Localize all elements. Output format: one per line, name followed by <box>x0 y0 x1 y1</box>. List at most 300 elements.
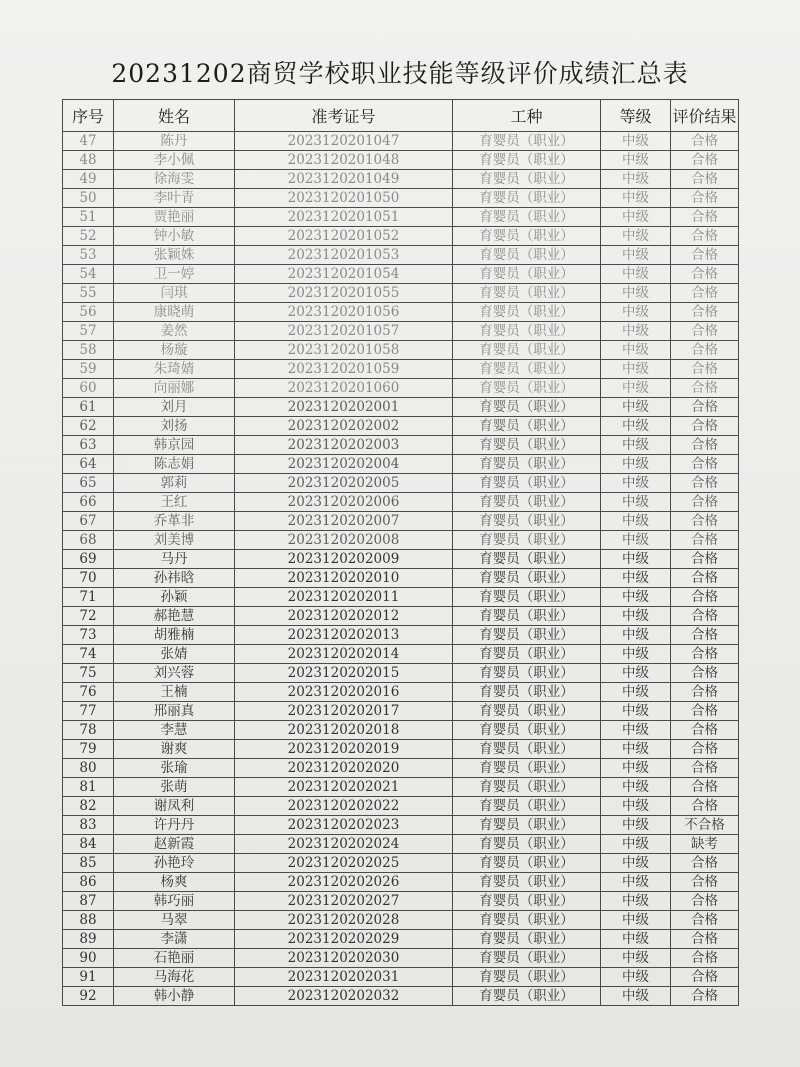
cell-exam-id: 2023120202011 <box>235 588 453 607</box>
cell-occupation: 育婴员（职业） <box>453 683 601 702</box>
cell-exam-id: 2023120202017 <box>235 702 453 721</box>
cell-index: 78 <box>63 721 114 740</box>
cell-result: 合格 <box>671 588 739 607</box>
cell-occupation: 育婴员（职业） <box>453 398 601 417</box>
cell-exam-id: 2023120202002 <box>235 417 453 436</box>
cell-index: 59 <box>63 360 114 379</box>
cell-result: 合格 <box>671 949 739 968</box>
table-row <box>63 474 739 493</box>
table-row <box>63 284 739 303</box>
cell-index: 62 <box>63 417 114 436</box>
table-row <box>63 189 739 208</box>
cell-result: 合格 <box>671 892 739 911</box>
table-row <box>63 322 739 341</box>
cell-level: 中级 <box>601 170 671 189</box>
table-row <box>63 455 739 474</box>
table-row <box>63 854 739 873</box>
cell-level: 中级 <box>601 911 671 930</box>
cell-exam-id: 2023120201059 <box>235 360 453 379</box>
cell-result: 合格 <box>671 569 739 588</box>
cell-level: 中级 <box>601 322 671 341</box>
cell-exam-id: 2023120202021 <box>235 778 453 797</box>
cell-name: 李潇 <box>114 930 235 949</box>
cell-exam-id: 2023120202027 <box>235 892 453 911</box>
cell-name: 杨璇 <box>114 341 235 360</box>
cell-exam-id: 2023120202003 <box>235 436 453 455</box>
table-header-row <box>63 100 739 132</box>
table-row <box>63 246 739 265</box>
table-row <box>63 512 739 531</box>
cell-level: 中级 <box>601 664 671 683</box>
cell-level: 中级 <box>601 569 671 588</box>
cell-name: 贾艳丽 <box>114 208 235 227</box>
cell-index: 50 <box>63 189 114 208</box>
cell-exam-id: 2023120202014 <box>235 645 453 664</box>
cell-result: 合格 <box>671 474 739 493</box>
table-row <box>63 170 739 189</box>
cell-name: 张瑜 <box>114 759 235 778</box>
table-row <box>63 930 739 949</box>
cell-level: 中级 <box>601 132 671 151</box>
cell-index: 73 <box>63 626 114 645</box>
column-header-occupation: 工种 <box>453 100 601 132</box>
cell-name: 李小佩 <box>114 151 235 170</box>
cell-exam-id: 2023120202024 <box>235 835 453 854</box>
cell-result: 合格 <box>671 303 739 322</box>
cell-index: 54 <box>63 265 114 284</box>
cell-occupation: 育婴员（职业） <box>453 455 601 474</box>
table-row <box>63 417 739 436</box>
cell-index: 88 <box>63 911 114 930</box>
cell-index: 67 <box>63 512 114 531</box>
cell-level: 中级 <box>601 645 671 664</box>
cell-result: 合格 <box>671 284 739 303</box>
cell-result: 合格 <box>671 721 739 740</box>
cell-result: 合格 <box>671 702 739 721</box>
cell-index: 84 <box>63 835 114 854</box>
cell-occupation: 育婴员（职业） <box>453 721 601 740</box>
cell-result: 合格 <box>671 740 739 759</box>
cell-exam-id: 2023120202026 <box>235 873 453 892</box>
cell-exam-id: 2023120202025 <box>235 854 453 873</box>
cell-name: 张婧 <box>114 645 235 664</box>
cell-name: 刘美博 <box>114 531 235 550</box>
table-row <box>63 664 739 683</box>
cell-occupation: 育婴员（职业） <box>453 873 601 892</box>
cell-occupation: 育婴员（职业） <box>453 151 601 170</box>
cell-index: 64 <box>63 455 114 474</box>
cell-result: 合格 <box>671 645 739 664</box>
cell-index: 83 <box>63 816 114 835</box>
table-row <box>63 569 739 588</box>
cell-exam-id: 2023120201048 <box>235 151 453 170</box>
cell-level: 中级 <box>601 227 671 246</box>
table-row <box>63 892 739 911</box>
cell-name: 姜然 <box>114 322 235 341</box>
cell-occupation: 育婴员（职业） <box>453 379 601 398</box>
cell-name: 马翠 <box>114 911 235 930</box>
cell-index: 91 <box>63 968 114 987</box>
cell-name: 陈志娟 <box>114 455 235 474</box>
cell-exam-id: 2023120201056 <box>235 303 453 322</box>
cell-index: 89 <box>63 930 114 949</box>
column-header-exam-id: 准考证号 <box>235 100 453 132</box>
cell-level: 中级 <box>601 721 671 740</box>
cell-name: 杨爽 <box>114 873 235 892</box>
cell-result: 合格 <box>671 265 739 284</box>
cell-occupation: 育婴员（职业） <box>453 512 601 531</box>
cell-name: 康晓萌 <box>114 303 235 322</box>
table-row <box>63 398 739 417</box>
table-row <box>63 759 739 778</box>
cell-occupation: 育婴员（职业） <box>453 664 601 683</box>
table-row <box>63 588 739 607</box>
cell-result: 合格 <box>671 626 739 645</box>
cell-exam-id: 2023120201047 <box>235 132 453 151</box>
cell-occupation: 育婴员（职业） <box>453 303 601 322</box>
cell-result: 合格 <box>671 436 739 455</box>
cell-exam-id: 2023120202001 <box>235 398 453 417</box>
cell-name: 乔革非 <box>114 512 235 531</box>
table-row <box>63 132 739 151</box>
cell-occupation: 育婴员（职业） <box>453 189 601 208</box>
cell-occupation: 育婴员（职业） <box>453 474 601 493</box>
cell-level: 中级 <box>601 873 671 892</box>
cell-name: 胡雅楠 <box>114 626 235 645</box>
table-row <box>63 797 739 816</box>
table-row <box>63 493 739 512</box>
cell-occupation: 育婴员（职业） <box>453 588 601 607</box>
cell-exam-id: 2023120201053 <box>235 246 453 265</box>
column-header-result: 评价结果 <box>671 100 739 132</box>
cell-name: 刘扬 <box>114 417 235 436</box>
cell-level: 中级 <box>601 284 671 303</box>
cell-index: 65 <box>63 474 114 493</box>
cell-occupation: 育婴员（职业） <box>453 132 601 151</box>
cell-index: 52 <box>63 227 114 246</box>
cell-level: 中级 <box>601 740 671 759</box>
table-row <box>63 968 739 987</box>
cell-name: 闫琪 <box>114 284 235 303</box>
table-row <box>63 303 739 322</box>
cell-exam-id: 2023120201054 <box>235 265 453 284</box>
cell-index: 79 <box>63 740 114 759</box>
cell-level: 中级 <box>601 550 671 569</box>
cell-name: 朱琦婧 <box>114 360 235 379</box>
cell-index: 90 <box>63 949 114 968</box>
cell-level: 中级 <box>601 265 671 284</box>
cell-index: 63 <box>63 436 114 455</box>
cell-result: 合格 <box>671 455 739 474</box>
score-summary-table <box>62 99 739 1006</box>
cell-result: 合格 <box>671 189 739 208</box>
cell-occupation: 育婴员（职业） <box>453 246 601 265</box>
cell-result: 合格 <box>671 208 739 227</box>
cell-exam-id: 2023120202019 <box>235 740 453 759</box>
cell-result: 合格 <box>671 360 739 379</box>
table-body <box>63 132 739 1006</box>
cell-result: 合格 <box>671 417 739 436</box>
cell-occupation: 育婴员（职业） <box>453 360 601 379</box>
cell-level: 中级 <box>601 816 671 835</box>
cell-level: 中级 <box>601 607 671 626</box>
cell-level: 中级 <box>601 930 671 949</box>
cell-name: 孙祎晗 <box>114 569 235 588</box>
cell-index: 68 <box>63 531 114 550</box>
column-header-name: 姓名 <box>114 100 235 132</box>
table-row <box>63 702 739 721</box>
cell-occupation: 育婴员（职业） <box>453 892 601 911</box>
cell-index: 70 <box>63 569 114 588</box>
cell-occupation: 育婴员（职业） <box>453 835 601 854</box>
cell-index: 80 <box>63 759 114 778</box>
cell-result: 合格 <box>671 987 739 1006</box>
cell-name: 陈丹 <box>114 132 235 151</box>
cell-result: 合格 <box>671 968 739 987</box>
cell-level: 中级 <box>601 208 671 227</box>
cell-result: 合格 <box>671 683 739 702</box>
cell-exam-id: 2023120201055 <box>235 284 453 303</box>
cell-index: 58 <box>63 341 114 360</box>
cell-occupation: 育婴员（职业） <box>453 607 601 626</box>
cell-index: 60 <box>63 379 114 398</box>
cell-exam-id: 2023120202029 <box>235 930 453 949</box>
table-row <box>63 911 739 930</box>
cell-name: 马丹 <box>114 550 235 569</box>
cell-exam-id: 2023120202007 <box>235 512 453 531</box>
cell-level: 中级 <box>601 436 671 455</box>
table-row <box>63 607 739 626</box>
cell-result: 缺考 <box>671 835 739 854</box>
cell-name: 谢爽 <box>114 740 235 759</box>
cell-result: 合格 <box>671 170 739 189</box>
table-row <box>63 683 739 702</box>
cell-exam-id: 2023120202028 <box>235 911 453 930</box>
cell-occupation: 育婴员（职业） <box>453 854 601 873</box>
cell-level: 中级 <box>601 968 671 987</box>
cell-occupation: 育婴员（职业） <box>453 322 601 341</box>
cell-index: 48 <box>63 151 114 170</box>
cell-occupation: 育婴员（职业） <box>453 265 601 284</box>
table-row <box>63 626 739 645</box>
table-row <box>63 360 739 379</box>
cell-level: 中级 <box>601 702 671 721</box>
cell-exam-id: 2023120202016 <box>235 683 453 702</box>
cell-result: 合格 <box>671 341 739 360</box>
cell-index: 82 <box>63 797 114 816</box>
cell-exam-id: 2023120202009 <box>235 550 453 569</box>
cell-level: 中级 <box>601 797 671 816</box>
cell-exam-id: 2023120201060 <box>235 379 453 398</box>
cell-level: 中级 <box>601 987 671 1006</box>
cell-result: 合格 <box>671 322 739 341</box>
cell-occupation: 育婴员（职业） <box>453 740 601 759</box>
cell-result: 合格 <box>671 664 739 683</box>
cell-index: 49 <box>63 170 114 189</box>
cell-level: 中级 <box>601 398 671 417</box>
cell-result: 合格 <box>671 531 739 550</box>
cell-occupation: 育婴员（职业） <box>453 170 601 189</box>
cell-index: 66 <box>63 493 114 512</box>
table-row <box>63 208 739 227</box>
cell-name: 韩小静 <box>114 987 235 1006</box>
cell-occupation: 育婴员（职业） <box>453 284 601 303</box>
table-row <box>63 550 739 569</box>
table-row <box>63 873 739 892</box>
cell-index: 77 <box>63 702 114 721</box>
cell-exam-id: 2023120202023 <box>235 816 453 835</box>
cell-index: 71 <box>63 588 114 607</box>
cell-result: 合格 <box>671 930 739 949</box>
cell-result: 合格 <box>671 854 739 873</box>
cell-name: 孙艳玲 <box>114 854 235 873</box>
cell-index: 56 <box>63 303 114 322</box>
cell-name: 郝艳慧 <box>114 607 235 626</box>
cell-level: 中级 <box>601 683 671 702</box>
cell-exam-id: 2023120201057 <box>235 322 453 341</box>
cell-exam-id: 2023120202013 <box>235 626 453 645</box>
cell-result: 合格 <box>671 398 739 417</box>
cell-exam-id: 2023120202008 <box>235 531 453 550</box>
cell-occupation: 育婴员（职业） <box>453 569 601 588</box>
cell-result: 合格 <box>671 778 739 797</box>
cell-occupation: 育婴员（职业） <box>453 208 601 227</box>
cell-index: 55 <box>63 284 114 303</box>
cell-exam-id: 2023120201050 <box>235 189 453 208</box>
cell-index: 86 <box>63 873 114 892</box>
cell-occupation: 育婴员（职业） <box>453 968 601 987</box>
table-row <box>63 151 739 170</box>
table-row <box>63 949 739 968</box>
cell-name: 赵新霞 <box>114 835 235 854</box>
cell-occupation: 育婴员（职业） <box>453 759 601 778</box>
cell-index: 81 <box>63 778 114 797</box>
cell-occupation: 育婴员（职业） <box>453 550 601 569</box>
cell-name: 钟小敏 <box>114 227 235 246</box>
cell-index: 69 <box>63 550 114 569</box>
cell-name: 石艳丽 <box>114 949 235 968</box>
cell-result: 合格 <box>671 911 739 930</box>
cell-result: 合格 <box>671 512 739 531</box>
table-row <box>63 721 739 740</box>
cell-result: 合格 <box>671 227 739 246</box>
cell-level: 中级 <box>601 417 671 436</box>
cell-index: 92 <box>63 987 114 1006</box>
cell-index: 76 <box>63 683 114 702</box>
cell-level: 中级 <box>601 379 671 398</box>
cell-name: 马海花 <box>114 968 235 987</box>
table-row <box>63 740 739 759</box>
cell-result: 合格 <box>671 873 739 892</box>
cell-name: 刘月 <box>114 398 235 417</box>
cell-index: 61 <box>63 398 114 417</box>
cell-index: 72 <box>63 607 114 626</box>
cell-result: 合格 <box>671 550 739 569</box>
cell-level: 中级 <box>601 189 671 208</box>
cell-level: 中级 <box>601 778 671 797</box>
cell-index: 87 <box>63 892 114 911</box>
cell-result: 合格 <box>671 607 739 626</box>
cell-level: 中级 <box>601 512 671 531</box>
cell-exam-id: 2023120202012 <box>235 607 453 626</box>
cell-result: 合格 <box>671 132 739 151</box>
cell-index: 57 <box>63 322 114 341</box>
table-row <box>63 816 739 835</box>
table-row <box>63 379 739 398</box>
cell-exam-id: 2023120202015 <box>235 664 453 683</box>
cell-occupation: 育婴员（职业） <box>453 645 601 664</box>
cell-occupation: 育婴员（职业） <box>453 227 601 246</box>
cell-level: 中级 <box>601 854 671 873</box>
cell-name: 李叶青 <box>114 189 235 208</box>
table-row <box>63 778 739 797</box>
page-title: 20231202商贸学校职业技能等级评价成绩汇总表 <box>111 59 689 88</box>
cell-level: 中级 <box>601 493 671 512</box>
cell-level: 中级 <box>601 626 671 645</box>
cell-name: 李慧 <box>114 721 235 740</box>
cell-index: 75 <box>63 664 114 683</box>
cell-occupation: 育婴员（职业） <box>453 341 601 360</box>
cell-result: 合格 <box>671 759 739 778</box>
cell-exam-id: 2023120202032 <box>235 987 453 1006</box>
table-row <box>63 341 739 360</box>
cell-occupation: 育婴员（职业） <box>453 930 601 949</box>
cell-level: 中级 <box>601 303 671 322</box>
cell-exam-id: 2023120202030 <box>235 949 453 968</box>
cell-index: 85 <box>63 854 114 873</box>
table-row <box>63 227 739 246</box>
cell-name: 向丽娜 <box>114 379 235 398</box>
cell-name: 张颖姝 <box>114 246 235 265</box>
cell-index: 74 <box>63 645 114 664</box>
cell-exam-id: 2023120201052 <box>235 227 453 246</box>
table-row <box>63 436 739 455</box>
table-row <box>63 265 739 284</box>
cell-name: 孙颖 <box>114 588 235 607</box>
cell-level: 中级 <box>601 246 671 265</box>
cell-exam-id: 2023120201049 <box>235 170 453 189</box>
table-row <box>63 531 739 550</box>
cell-level: 中级 <box>601 949 671 968</box>
cell-name: 谢凤利 <box>114 797 235 816</box>
cell-name: 卫一婷 <box>114 265 235 284</box>
cell-name: 郭莉 <box>114 474 235 493</box>
cell-occupation: 育婴员（职业） <box>453 702 601 721</box>
cell-exam-id: 2023120202031 <box>235 968 453 987</box>
cell-name: 韩京园 <box>114 436 235 455</box>
cell-name: 王楠 <box>114 683 235 702</box>
cell-name: 徐海雯 <box>114 170 235 189</box>
cell-name: 韩巧丽 <box>114 892 235 911</box>
cell-name: 王红 <box>114 493 235 512</box>
cell-level: 中级 <box>601 835 671 854</box>
cell-name: 邢丽真 <box>114 702 235 721</box>
cell-occupation: 育婴员（职业） <box>453 626 601 645</box>
cell-exam-id: 2023120202004 <box>235 455 453 474</box>
cell-occupation: 育婴员（职业） <box>453 911 601 930</box>
cell-occupation: 育婴员（职业） <box>453 949 601 968</box>
cell-occupation: 育婴员（职业） <box>453 436 601 455</box>
cell-name: 张萌 <box>114 778 235 797</box>
cell-result: 合格 <box>671 246 739 265</box>
cell-exam-id: 2023120202006 <box>235 493 453 512</box>
cell-index: 53 <box>63 246 114 265</box>
cell-result: 不合格 <box>671 816 739 835</box>
cell-name: 许丹丹 <box>114 816 235 835</box>
table-row <box>63 987 739 1006</box>
cell-level: 中级 <box>601 474 671 493</box>
cell-level: 中级 <box>601 360 671 379</box>
